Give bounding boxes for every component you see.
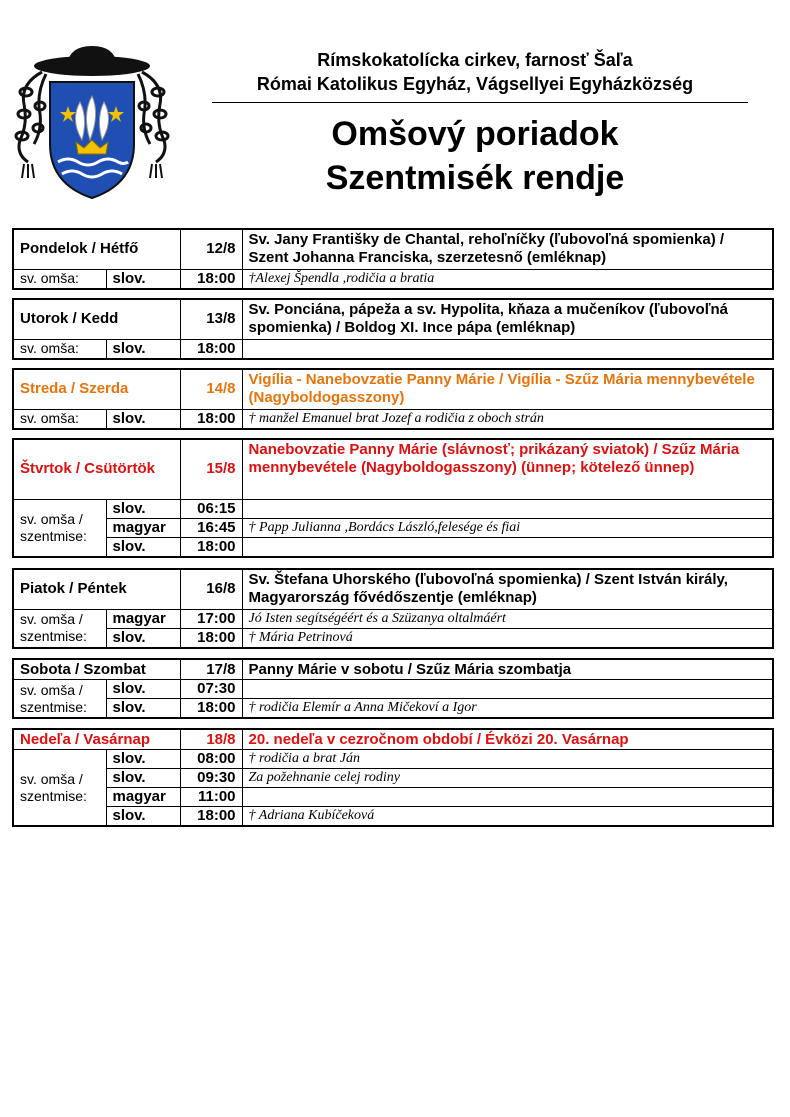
- mass-language: slov.: [106, 409, 180, 429]
- mass-label: sv. omša / szentmise:: [13, 750, 106, 827]
- day-table-tuesday: [12, 298, 774, 360]
- mass-time: 11:00: [180, 788, 242, 807]
- mass-time: 18:00: [180, 269, 242, 289]
- mass-language: slov.: [106, 628, 180, 648]
- day-name: Streda / Szerda: [13, 369, 180, 409]
- mass-language: slov.: [106, 339, 180, 359]
- day-table-saturday: [12, 658, 774, 719]
- day-description: Sv. Jany Františky de Chantal, rehoľníčky (ľubovoľná spomienka) / Szent Johanna Franciska, szerzetesnő (emléknap): [242, 229, 773, 269]
- left-tassels-icon: [16, 72, 46, 178]
- mass-language: slov.: [106, 750, 180, 769]
- mass-time: 06:15: [180, 499, 242, 518]
- mass-time: 07:30: [180, 680, 242, 699]
- day-date: 13/8: [180, 299, 242, 339]
- page-title: [230, 112, 720, 200]
- mass-intention: [242, 788, 773, 807]
- mass-intention: † Adriana Kubíčeková: [242, 807, 773, 827]
- day-date: 14/8: [180, 369, 242, 409]
- shield-icon: [50, 82, 134, 198]
- mass-language: slov.: [106, 699, 180, 719]
- day-name: Nedeľa / Vasárnap: [13, 729, 180, 750]
- day-name: Pondelok / Hétfő: [13, 229, 180, 269]
- galero-hat-icon: [34, 46, 150, 76]
- mass-intention: [242, 680, 773, 699]
- mass-time: 18:00: [180, 409, 242, 429]
- day-date: 12/8: [180, 229, 242, 269]
- mass-intention: Za požehnanie celej rodiny: [242, 769, 773, 788]
- day-name: Piatok / Péntek: [13, 569, 180, 609]
- mass-label: sv. omša:: [13, 339, 106, 359]
- parish-name-sk: Rímskokatolícka cirkev, farnosť Šaľa: [317, 50, 633, 70]
- mass-time: 16:45: [180, 518, 242, 537]
- header-rule: [212, 102, 748, 103]
- mass-intention: † Papp Julianna ,Bordács László,felesége és fiai: [242, 518, 773, 537]
- mass-time: 18:00: [180, 807, 242, 827]
- day-name: Utorok / Kedd: [13, 299, 180, 339]
- mass-time: 09:30: [180, 769, 242, 788]
- mass-intention: †Alexej Špendla ,rodičia a bratia: [242, 269, 773, 289]
- parish-header: [210, 48, 740, 96]
- mass-time: 18:00: [180, 699, 242, 719]
- mass-label: sv. omša / szentmise:: [13, 499, 106, 557]
- mass-intention: [242, 499, 773, 518]
- right-tassels-icon: [138, 72, 168, 178]
- mass-language: slov.: [106, 680, 180, 699]
- day-date: 15/8: [180, 439, 242, 499]
- day-description: 20. nedeľa v cezročnom období / Évközi 20. Vasárnap: [242, 729, 773, 750]
- mass-intention: † manžel Emanuel brat Jozef a rodičia z oboch strán: [242, 409, 773, 429]
- title-sk: Omšový poriadok: [331, 115, 619, 153]
- day-name: Sobota / Szombat: [13, 659, 180, 680]
- mass-language: magyar: [106, 788, 180, 807]
- mass-label: sv. omša:: [13, 409, 106, 429]
- mass-intention: Jó Isten segítségéért és a Szüzanya oltalmáért: [242, 609, 773, 628]
- day-description: Vigília - Nanebovzatie Panny Márie / Vigília - Szűz Mária mennybevétele (Nagyboldogasszony): [242, 369, 773, 409]
- mass-language: slov.: [106, 269, 180, 289]
- day-table-wednesday: [12, 368, 774, 430]
- mass-intention: [242, 537, 773, 557]
- day-table-monday: [12, 228, 774, 290]
- day-table-sunday: [12, 728, 774, 827]
- day-date: 18/8: [180, 729, 242, 750]
- mass-language: slov.: [106, 807, 180, 827]
- day-description: Nanebovzatie Panny Márie (slávnosť; prikázaný sviatok) / Szűz Mária mennybevétele (Nagyboldogasszony) (ünnep; kötelező ünnep): [242, 439, 773, 499]
- parish-coat-of-arms: [12, 44, 172, 200]
- mass-language: magyar: [106, 609, 180, 628]
- mass-time: 18:00: [180, 339, 242, 359]
- mass-time: 17:00: [180, 609, 242, 628]
- mass-language: slov.: [106, 499, 180, 518]
- mass-language: magyar: [106, 518, 180, 537]
- mass-time: 18:00: [180, 537, 242, 557]
- mass-time: 08:00: [180, 750, 242, 769]
- mass-intention: [242, 339, 773, 359]
- day-description: Sv. Štefana Uhorského (ľubovoľná spomienka) / Szent István király, Magyarország fővédőszentje (emléknap): [242, 569, 773, 609]
- parish-name-hu: Római Katolikus Egyház, Vágsellyei Egyházközség: [256, 74, 694, 94]
- mass-label: sv. omša / szentmise:: [13, 680, 106, 719]
- day-description: Panny Márie v sobotu / Szűz Mária szombatja: [242, 659, 773, 680]
- day-name: Štvrtok / Csütörtök: [13, 439, 180, 499]
- mass-label: sv. omša:: [13, 269, 106, 289]
- mass-intention: † rodičia Elemír a Anna Mičekoví a Igor: [242, 699, 773, 719]
- day-date: 16/8: [180, 569, 242, 609]
- day-table-friday: [12, 568, 774, 649]
- mass-language: slov.: [106, 537, 180, 557]
- day-table-thursday: [12, 438, 774, 558]
- day-description: Sv. Ponciána, pápeža a sv. Hypolita, kňaza a mučeníkov (ľubovoľná spomienka) / Boldog XI. Ince pápa (emléknap): [242, 299, 773, 339]
- day-date: 17/8: [180, 659, 242, 680]
- mass-intention: † Mária Petrinová: [242, 628, 773, 648]
- mass-label: sv. omša / szentmise:: [13, 609, 106, 648]
- title-hu: Szentmisék rendje: [325, 159, 625, 197]
- mass-language: slov.: [106, 769, 180, 788]
- mass-time: 18:00: [180, 628, 242, 648]
- mass-intention: † rodičia a brat Ján: [242, 750, 773, 769]
